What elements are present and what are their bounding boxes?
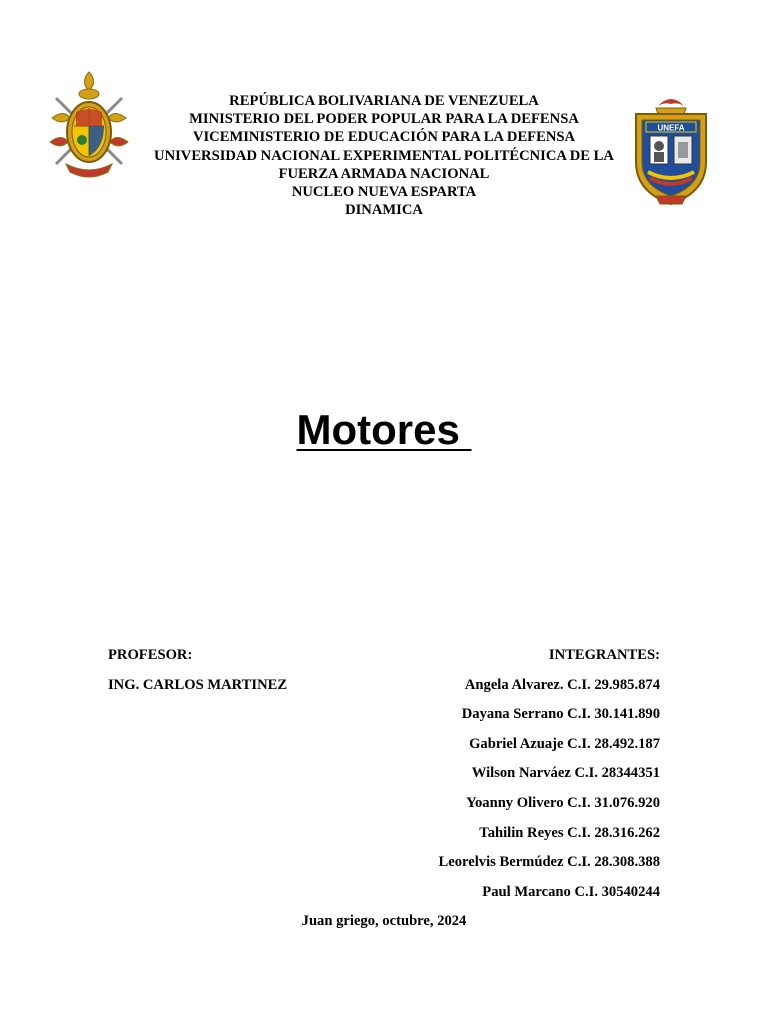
- document-title: [0, 404, 768, 456]
- header-line-subject: DINAMICA: [345, 202, 423, 219]
- list-item: Dayana Serrano C.I. 30.141.890: [461, 706, 660, 723]
- venezuela-coat-of-arms-icon: [46, 68, 132, 184]
- profesor-section: [108, 646, 287, 705]
- header-line-nucleus: NUCLEO NUEVA ESPARTA: [291, 184, 477, 201]
- unefa-shield-icon: [628, 92, 714, 210]
- list-item: Angela Alvarez. C.I. 29.985.874: [464, 676, 660, 693]
- header-line-university: UNIVERSIDAD NACIONAL EXPERIMENTAL POLITÉCNICA DE LA FUERZA ARMADA NACIONAL: [154, 147, 614, 182]
- header-line-ministry: MINISTERIO DEL PODER POPULAR PARA LA DEFENSA: [189, 111, 579, 128]
- integrantes-label: INTEGRANTES:: [548, 647, 660, 663]
- profesor-label: PROFESOR:: [108, 647, 193, 663]
- place-date: Juan griego, octubre, 2024: [301, 913, 467, 929]
- header-line-viceministry: VICEMINISTERIO DE EDUCACIÓN PARA LA DEFENSA: [192, 129, 576, 146]
- list-item: Paul Marcano C.I. 30540244: [482, 883, 660, 900]
- profesor-name: ING. CARLOS MARTINEZ: [108, 676, 288, 693]
- list-item: Yoanny Olivero C.I. 31.076.920: [466, 794, 660, 811]
- list-item: Wilson Narváez C.I. 28344351: [471, 765, 660, 782]
- institution-header: [130, 92, 638, 219]
- svg-text:UNEFA: UNEFA: [657, 123, 685, 133]
- list-item: Leorelvis Bermúdez C.I. 28.308.388: [438, 854, 660, 871]
- list-item: Gabriel Azuaje C.I. 28.492.187: [469, 735, 660, 752]
- document-title-text: Motores: [296, 406, 472, 453]
- list-item: Tahilin Reyes C.I. 28.316.262: [479, 824, 660, 841]
- header-line-country: REPÚBLICA BOLIVARIANA DE VENEZUELA: [229, 93, 539, 109]
- integrantes-section: [439, 646, 660, 912]
